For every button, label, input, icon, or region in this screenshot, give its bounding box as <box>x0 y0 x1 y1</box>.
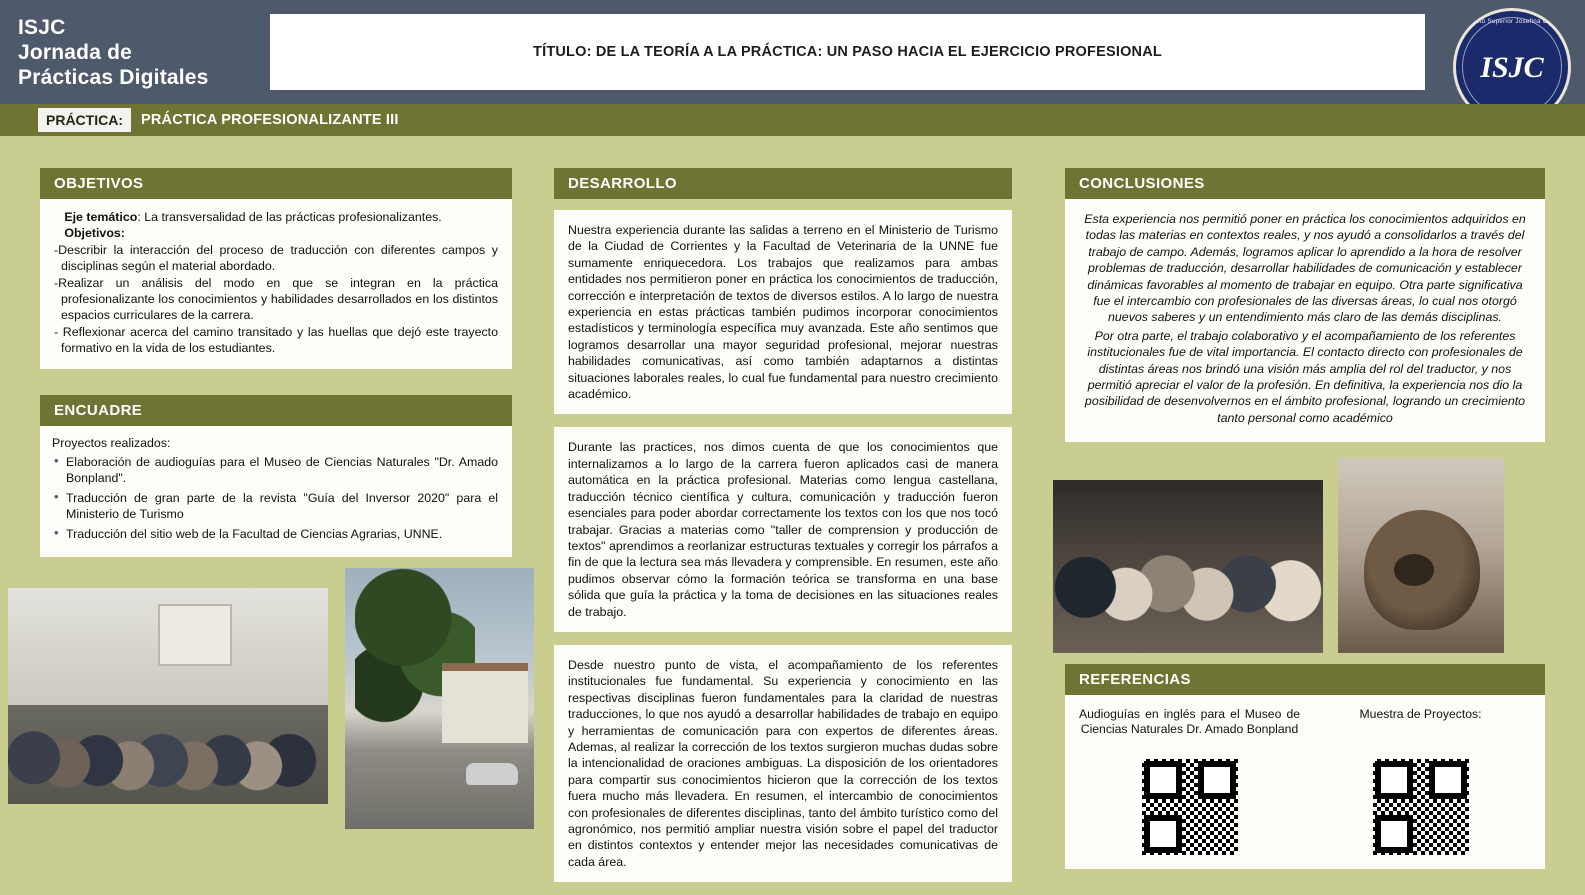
desarrollo-block: Nuestra experiencia durante las salidas a terreno en el Ministerio de Turismo de la Ciudad de Corrientes y la Facultad de Veterinaria de la UNNE fue sumamente enriquecedora. Los trabajos que realizamos para ambas entidades nos permitieron poner en práctica los conocimientos de traducción, corrección e interpretación de textos de diversos estilos. A lo largo de nuestra experiencia en estas prácticas también pudimos incorporar conocimientos estadísticos y terminología específica muy avanzada. Este año sentimos que logramos desarrollar una mayor seguridad profesional, mejorar nuestras habilidades comunicativas, así como también adaptarnos a distintas situaciones laborales reales, lo cual fue fundamental para nuestro crecimiento académico. <box>554 210 1012 414</box>
poster-title-box <box>270 14 1425 90</box>
photo-car <box>466 763 518 785</box>
left-column <box>40 168 512 557</box>
photo-wall-poster <box>158 604 232 666</box>
page-title: TÍTULO: DE LA TEORÍA A LA PRÁCTICA: UN PASO HACIA EL EJERCICIO PROFESIONAL <box>533 44 1162 60</box>
logo-line-1: ISJC <box>18 15 66 39</box>
objetivo-item: - Reflexionar acerca del camino transitado y las huellas que dejó este trayecto formativo en la vida de los estudiantes. <box>54 324 498 356</box>
group-indoor-photo <box>8 588 328 804</box>
eje-tematico-line <box>54 209 498 225</box>
photo-bear-snout <box>1394 554 1434 586</box>
building-photo <box>345 568 534 829</box>
institution-logo-text <box>0 15 262 90</box>
conclusion-paragraph: Esta experiencia nos permitió poner en práctica los conocimientos adquiridos en todas las materias en contextos reales, y nos ayudó a consolidarlos a través del trabajo de campo. Además, logramos aplicar lo aprendido a la hora de resolver problemas de traducción, desarrollar habilidades de comunicación y establecer dinámicas favorables al momento de trabajar en equipo. Otra parte significativa fue el intercambio con profesionales de las diversas áreas, lo cual nos otorgó nuevos saberes y un entendimiento más claro de las demás disciplinas. <box>1084 212 1526 325</box>
objetivo-item: -Describir la interacción del proceso de traducción con diferentes campos y disciplinas según el material abordado. <box>54 242 498 274</box>
objetivo-item: -Realizar un análisis del modo en que se integran en la práctica profesionalizante los conocimientos y habilidades desarrollados en los distintos espacios curriculares de la carrera. <box>54 275 498 323</box>
objetivos-label <box>54 225 498 241</box>
encuadre-intro: Proyectos realizados: <box>52 435 171 450</box>
section-header-conclusiones: CONCLUSIONES <box>1065 168 1545 199</box>
logo-line-2: Jornada de <box>18 40 133 64</box>
qr-code-icon[interactable] <box>1142 759 1238 855</box>
reference-caption: Muestra de Proyectos: <box>1359 707 1482 722</box>
objetivos-panel <box>40 199 512 369</box>
logo-line-3: Prácticas Digitales <box>18 65 209 89</box>
encuadre-item-text: Traducción de gran parte de la revista "Guía del Inversor 2020" para el Ministerio de Turismo <box>66 490 498 522</box>
conclusion-paragraph: Por otra parte, el trabajo colaborativo y el acompañamiento de los referentes institucionales fue de vital importancia. El contacto directo con profesionales de distintas áreas nos brindó una visión más amplia del rol del traductor, y nos permitió apreciar el valor de la profesión. En definitiva, la experiencia nos dio la posibilidad de desenvolvernos en el ámbito profesional, logrando un crecimiento tanto personal como académico <box>1084 328 1526 425</box>
desarrollo-block: Durante las practices, nos dimos cuenta de que los conocimientos que internalizamos a lo largo de la carrera fueron aplicados casi de manera automática en la práctica profesional. Materias como lengua castellana, traducción técnico científica y cultura, comunicación y traducción fueron esenciales para poder abordar correctamente los textos con los que nos tocó trabajar. Gracias a materias como "taller de comprension y producción de textos" aprendimos a reorlanizar estructuras textuales y corregir los párrafos a fin de que la lectura sea más llevadera y comprensible. En resumen, este año pudimos observar cómo la formación teórica se transforma en una base sólida que guía la práctica y la toma de decisiones en las situaciones reales de trabajo. <box>554 427 1012 631</box>
encuadre-item <box>52 526 498 542</box>
bullet-icon: • <box>54 524 59 540</box>
reference-caption: Audioguías en inglés para el Museo de Ciencias Naturales Dr. Amado Bonpland <box>1079 707 1300 737</box>
section-header-desarrollo: DESARROLLO <box>554 168 1012 199</box>
bear-photo <box>1338 458 1504 653</box>
group-outdoor-photo <box>1053 480 1323 653</box>
practice-label: PRÁCTICA: <box>38 108 131 132</box>
desarrollo-block: Desde nuestro punto de vista, el acompañamiento de los referentes institucionales fue fundamental. Su experiencia y conocimiento en las respectivas disciplinas fueron fundamentales para la claridad de nuestras traducciones, lo que nos ayudó a desarrollar habilidades de trabajo en equipo y herramientas de comunicación para con expertos de diferentes áreas. Ademas, al realizar la corrección de los textos surgieron muchas dudas sobre la intencionalidad de oraciones ambiguas. La disposición de los orientadores para compartir sus conocimientos hicieron que la corrección de los textos fuera mucho más llevadera. En resumen, el intercambio de conocimientos con profesionales de diferentes disciplinas, tanto del ámbito turístico como del agronómico, nos permitió ampliar nuestra visión sobre el papel del traductor en distintos contextos y entender mejor las necesidades comunicativas de cada área. <box>554 645 1012 882</box>
practice-bar <box>0 104 1585 136</box>
seal-monogram: ISJC <box>1480 51 1544 84</box>
seal-top-text: Instituto Superior Josefina Contte <box>1461 18 1563 25</box>
section-header-referencias: REFERENCIAS <box>1065 664 1545 695</box>
objetivos-label-text: Objetivos: <box>64 226 125 241</box>
poster-header <box>0 0 1585 104</box>
conclusiones-panel <box>1065 199 1545 442</box>
practice-value: PRÁCTICA PROFESIONALIZANTE III <box>141 112 399 128</box>
encuadre-item-text: Elaboración de audioguías para el Museo de Ciencias Naturales "Dr. Amado Bonpland". <box>66 455 498 486</box>
photo-building-facade <box>442 663 528 743</box>
bullet-icon: • <box>54 453 59 469</box>
encuadre-item-text: Traducción del sitio web de la Facultad de Ciencias Agrarias, UNNE. <box>66 526 443 541</box>
photo-people <box>8 664 328 798</box>
bullet-icon: • <box>54 488 59 504</box>
referencias-panel <box>1065 695 1545 869</box>
reference-item <box>1310 707 1531 855</box>
eje-tematico-label: Eje temático <box>64 210 138 224</box>
photo-people <box>1053 480 1323 653</box>
section-header-encuadre: ENCUADRE <box>40 395 512 426</box>
reference-item <box>1079 707 1300 855</box>
encuadre-panel <box>40 426 512 557</box>
section-header-objetivos: OBJETIVOS <box>40 168 512 199</box>
encuadre-item <box>52 454 498 487</box>
encuadre-item <box>52 490 498 523</box>
eje-tematico-text: : La transversalidad de las prácticas profesionalizantes. <box>137 210 442 224</box>
qr-code-icon[interactable] <box>1373 759 1469 855</box>
middle-column <box>554 168 1012 895</box>
